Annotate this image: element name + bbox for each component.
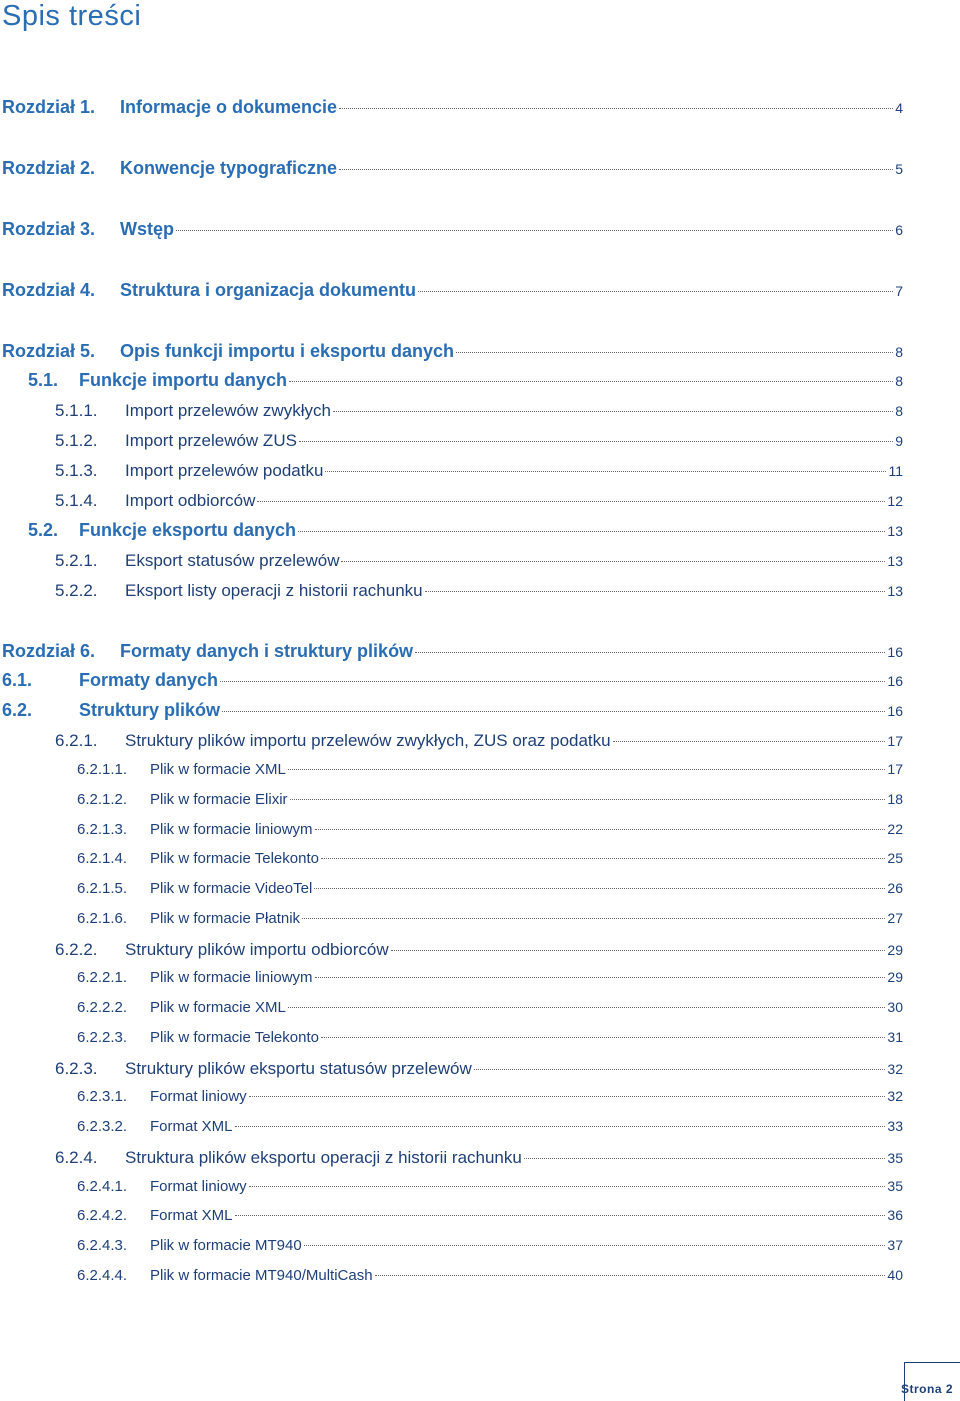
toc-entry-6-2-1-3[interactable] [77, 821, 903, 838]
toc-entry-6-2-1-5[interactable] [77, 880, 903, 897]
toc-page: 36 [887, 1207, 903, 1223]
toc-leader [290, 799, 886, 800]
toc-leader [299, 441, 893, 442]
toc-leader [315, 829, 886, 830]
toc-page: 13 [887, 523, 903, 539]
toc-number: Rozdział 6. [2, 641, 96, 661]
toc-title: Plik w formacie Telekonto [150, 850, 319, 867]
toc-page: 27 [887, 910, 903, 926]
toc-page: 35 [887, 1150, 903, 1166]
toc-leader [235, 1215, 886, 1216]
toc-number: 6.2.1.1. [77, 761, 128, 778]
toc-number: 6.2.4. [55, 1148, 98, 1167]
toc-page: 26 [887, 880, 903, 896]
toc-page: 5 [895, 161, 903, 177]
toc-page: 40 [887, 1267, 903, 1283]
toc-title: Format liniowy [150, 1088, 247, 1105]
toc-entry-6-2-3-1[interactable] [77, 1088, 903, 1105]
toc-page: 8 [895, 403, 903, 419]
toc-title: Plik w formacie Płatnik [150, 910, 301, 927]
toc-leader [289, 381, 893, 382]
toc-page: 18 [887, 791, 903, 807]
toc-title: Plik w formacie MT940 [150, 1237, 302, 1254]
toc-entry-6-2[interactable] [2, 700, 903, 721]
toc-title: Struktury plików eksportu statusów przelewów [125, 1059, 472, 1078]
toc-leader [375, 1275, 886, 1276]
toc-number: 6.2.3.1. [77, 1088, 128, 1105]
toc-leader [341, 561, 885, 562]
toc-page: 9 [895, 433, 903, 449]
toc-entry-6-2-1-2[interactable] [77, 791, 903, 808]
toc-leader [415, 652, 885, 653]
toc-number: 6.2.1.3. [77, 821, 128, 838]
toc-page: 8 [895, 344, 903, 360]
toc-leader [339, 108, 893, 109]
toc-page: 16 [887, 644, 903, 660]
toc-page: 13 [887, 583, 903, 599]
toc-entry-chapter-2[interactable] [2, 158, 903, 179]
toc-number: 6.2.4.3. [77, 1237, 128, 1254]
toc-entry-chapter-3[interactable] [2, 219, 903, 240]
toc-page: 30 [887, 999, 903, 1015]
toc-entry-6-2-3-2[interactable] [77, 1118, 903, 1135]
toc-page: 16 [887, 673, 903, 689]
toc-number: Rozdział 2. [2, 158, 96, 178]
toc-page: 32 [887, 1061, 903, 1077]
toc-entry-5-1-1[interactable] [55, 401, 903, 421]
toc-entry-5-2-2[interactable] [55, 581, 903, 601]
toc-title: Eksport listy operacji z historii rachunku [125, 581, 423, 600]
toc-title: Import przelewów zwykłych [125, 401, 331, 420]
toc-entry-chapter-4[interactable] [2, 280, 903, 301]
toc-entry-5-1-4[interactable] [55, 491, 903, 511]
toc-page: 8 [895, 373, 903, 389]
toc-number: 6.2.4.4. [77, 1267, 128, 1284]
toc-leader [222, 711, 885, 712]
toc-leader [314, 888, 885, 889]
toc-page: 22 [887, 821, 903, 837]
toc-entry-5-2[interactable] [28, 520, 903, 541]
toc-entry-6-1[interactable] [2, 670, 903, 691]
toc-number: Rozdział 1. [2, 97, 96, 117]
toc-title: Struktury plików [79, 700, 221, 720]
toc-title: Struktury plików importu odbiorców [125, 940, 389, 959]
toc-page: 17 [887, 761, 903, 777]
toc-leader [524, 1158, 886, 1159]
toc-number: 6.2.1.4. [77, 850, 128, 867]
toc-title: Informacje o dokumencie [120, 97, 338, 117]
toc-leader [456, 352, 893, 353]
toc-number: 6.2.2.3. [77, 1029, 128, 1046]
toc-page: 35 [887, 1178, 903, 1194]
toc-title: Funkcje importu danych [79, 370, 288, 390]
toc-leader [325, 471, 886, 472]
toc-number: 5.1. [28, 370, 59, 390]
toc-number: 6.2. [2, 700, 33, 720]
toc-number: 5.1.2. [55, 431, 98, 450]
toc-title: Struktura i organizacja dokumentu [120, 280, 417, 300]
toc-title: Formaty danych [79, 670, 219, 690]
toc-leader [425, 591, 886, 592]
toc-leader [298, 531, 885, 532]
toc-title: Opis funkcji importu i eksportu danych [120, 341, 455, 361]
toc-number: 6.2.1.5. [77, 880, 128, 897]
toc-entry-6-2-3[interactable] [55, 1059, 903, 1079]
toc-title: Plik w formacie XML [150, 999, 286, 1016]
toc-title: Struktura plików eksportu operacji z historii rachunku [125, 1148, 522, 1167]
toc-entry-5-2-1[interactable] [55, 551, 903, 571]
toc-leader [391, 950, 886, 951]
toc-entry-6-2-4-2[interactable] [77, 1207, 903, 1224]
toc-number: 5.2. [28, 520, 59, 540]
toc-leader [339, 169, 893, 170]
toc-leader [474, 1069, 886, 1070]
toc-number: 6.2.2.1. [77, 969, 128, 986]
toc-page: 13 [887, 553, 903, 569]
toc-entry-6-2-1-1[interactable] [77, 761, 903, 778]
toc-leader [613, 741, 886, 742]
toc-entry-5-1[interactable] [28, 370, 903, 391]
toc-number: 5.1.3. [55, 461, 98, 480]
toc-number: Rozdział 4. [2, 280, 96, 300]
toc-title: Plik w formacie Telekonto [150, 1029, 319, 1046]
toc-leader [304, 1245, 886, 1246]
toc-entry-chapter-1[interactable] [2, 97, 903, 118]
toc-page: 6 [895, 222, 903, 238]
toc-leader [315, 977, 886, 978]
toc-number: 6.2.1.6. [77, 910, 128, 927]
toc-number: 6.2.3. [55, 1059, 98, 1078]
toc-page: 29 [887, 969, 903, 985]
toc-page: 31 [887, 1029, 903, 1045]
toc-entry-6-2-4-4[interactable] [77, 1267, 903, 1284]
toc-number: 6.2.4.1. [77, 1178, 128, 1195]
toc-number: 6.2.3.2. [77, 1118, 128, 1135]
toc-entry-6-2-1-6[interactable] [77, 910, 903, 927]
toc-leader [302, 918, 885, 919]
toc-page: 12 [887, 493, 903, 509]
toc-number: Rozdział 5. [2, 341, 96, 361]
toc-title: Plik w formacie Elixir [150, 791, 288, 808]
toc-leader [333, 411, 893, 412]
toc-page: 37 [887, 1237, 903, 1253]
toc-entry-6-2-2-1[interactable] [77, 969, 903, 986]
toc-title: Funkcje eksportu danych [79, 520, 297, 540]
toc-leader [249, 1096, 886, 1097]
toc-entry-6-2-2[interactable] [55, 940, 903, 960]
toc-leader [249, 1186, 886, 1187]
toc-title: Wstęp [120, 219, 174, 239]
toc-page: 16 [887, 703, 903, 719]
toc-title: Plik w formacie liniowym [150, 821, 313, 838]
toc-entry-6-2-2-3[interactable] [77, 1029, 903, 1046]
toc-title: Import przelewów podatku [125, 461, 324, 480]
toc-entry-chapter-5[interactable] [2, 341, 903, 362]
toc-title: Plik w formacie liniowym [150, 969, 313, 986]
toc-title: Konwencje typograficzne [120, 158, 338, 178]
toc-number: Rozdział 3. [2, 219, 96, 239]
toc-leader [288, 1007, 886, 1008]
toc-page: 32 [887, 1088, 903, 1104]
toc-title: Eksport statusów przelewów [125, 551, 340, 570]
page-number-footer: Strona 2 [901, 1382, 954, 1396]
toc-title: Format XML [150, 1207, 233, 1224]
toc-title: Formaty danych i struktury plików [120, 641, 414, 661]
toc-number: 6.2.4.2. [77, 1207, 128, 1224]
toc-number: 5.2.1. [55, 551, 98, 570]
toc-entry-6-2-2-2[interactable] [77, 999, 903, 1016]
toc-number: 5.1.4. [55, 491, 98, 510]
toc-title: Struktury plików importu przelewów zwykłych, ZUS oraz podatku [125, 731, 611, 750]
toc-leader [257, 501, 885, 502]
toc-title: Plik w formacie VideoTel [150, 880, 313, 897]
toc-entry-5-1-3[interactable] [55, 461, 903, 481]
toc-leader [288, 769, 886, 770]
toc-leader [235, 1126, 886, 1127]
toc-number: 6.2.1.2. [77, 791, 128, 808]
toc-page: 4 [895, 100, 903, 116]
toc-entry-6-2-1-4[interactable] [77, 850, 903, 867]
toc-leader [321, 858, 885, 859]
toc-leader [176, 230, 893, 231]
toc-number: 6.2.1. [55, 731, 98, 750]
toc-entry-6-2-4-3[interactable] [77, 1237, 903, 1254]
toc-title: Import odbiorców [125, 491, 256, 510]
page-title: Spis treści [2, 0, 142, 32]
toc-number: 6.2.2.2. [77, 999, 128, 1016]
toc-entry-6-2-4-1[interactable] [77, 1178, 903, 1195]
toc-number: 6.1. [2, 670, 33, 690]
toc-title: Plik w formacie XML [150, 761, 286, 778]
toc-number: 5.1.1. [55, 401, 98, 420]
toc-title: Format liniowy [150, 1178, 247, 1195]
toc-number: 6.2.2. [55, 940, 98, 959]
toc-leader [321, 1037, 885, 1038]
toc-page: 17 [887, 733, 903, 749]
toc-number: 5.2.2. [55, 581, 98, 600]
toc-page: 7 [895, 283, 903, 299]
toc-page: 33 [887, 1118, 903, 1134]
toc-leader [418, 291, 893, 292]
toc-entry-6-2-4[interactable] [55, 1148, 903, 1168]
toc-leader [220, 681, 885, 682]
toc-title: Plik w formacie MT940/MultiCash [150, 1267, 373, 1284]
toc-page: 11 [888, 463, 903, 479]
toc-page: 25 [887, 850, 903, 866]
toc-entry-chapter-6[interactable] [2, 641, 903, 662]
toc-title: Format XML [150, 1118, 233, 1135]
toc-entry-6-2-1[interactable] [55, 731, 903, 751]
toc-page: 29 [887, 942, 903, 958]
toc-title: Import przelewów ZUS [125, 431, 297, 450]
toc-entry-5-1-2[interactable] [55, 431, 903, 451]
